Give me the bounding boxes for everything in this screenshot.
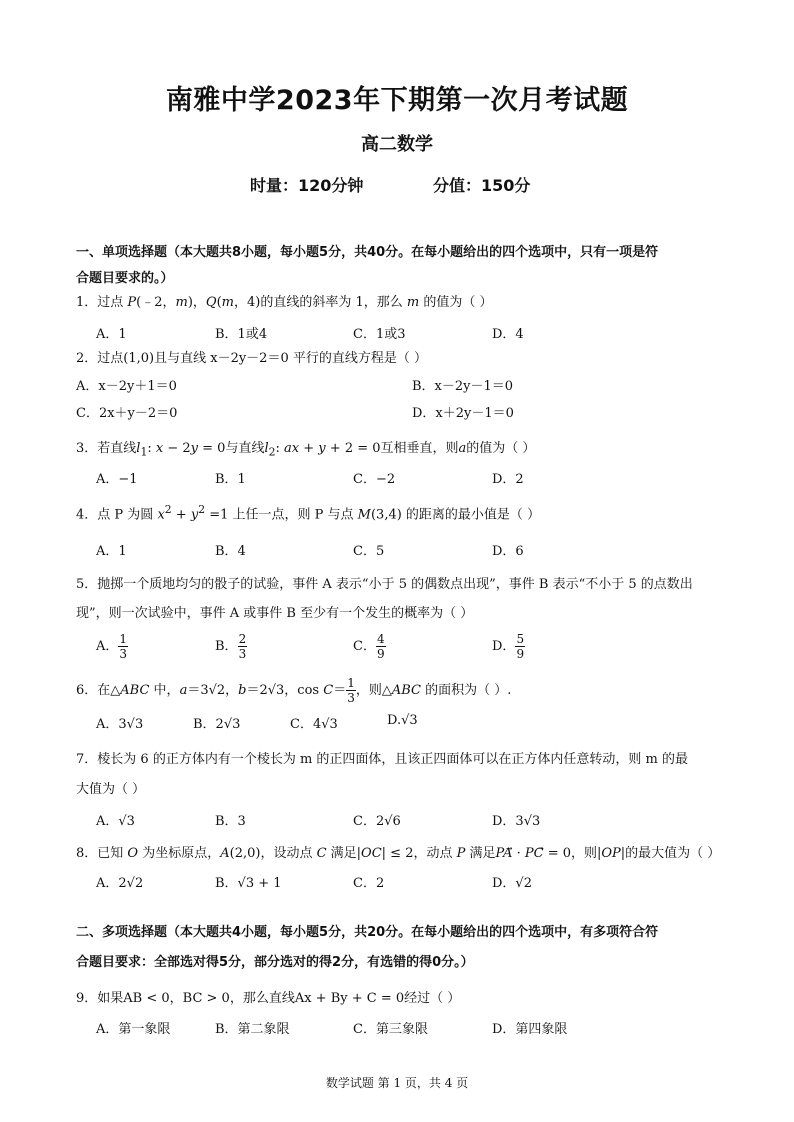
q2-option-d: D．x＋2y－1＝0 [412,406,514,421]
question-3: 3．若直线$l_1$: x − 2y = 0与直线$l_2$: ax + y + 2 = 0互相垂直，则a的值为（ ） [76,441,536,459]
q8-option-a: A．2√2 [96,876,144,891]
q8-option-b: B．√3 + 1 [215,876,282,891]
page-footer: 数学试题 第 1 页，共 4 页 [325,1076,469,1090]
question-9: 9．如果AB < 0，BC > 0，那么直线Ax + By + C = 0经过（ ） [76,991,461,1006]
q8-option-c: C．2 [353,876,385,891]
exam-score: 分值：150分 [433,176,531,195]
q7-option-c: C．2√6 [353,814,401,829]
q5-option-d: D． $\frac{5}{9}$ [492,632,525,661]
question-4: 4．点 P 为圆 $x^2 + y^2 =1$ 上任一点，则 P 与点 M(3,4) 的距离的最小值是（ ） [76,503,541,523]
q2-option-c: C．2x＋y－2＝0 [76,406,178,421]
exam-subtitle: 高二数学 [361,134,433,155]
q7-option-d: D．3√3 [492,814,541,829]
q6-option-c: C．4√3 [290,717,338,732]
q8-option-d: D．√2 [492,876,532,891]
question-7-line2: 大值为（ ） [76,782,146,797]
q6-option-d: D.√3 [387,713,418,728]
q3-option-d: D．2 [492,472,524,487]
q6-option-b: B．2√3 [193,717,241,732]
q3-option-a: A．−1 [96,472,138,487]
q7-option-a: A．√3 [96,814,135,829]
question-2: 2．过点(1,0)且与直线 x－2y－2＝0 平行的直线方程是（ ） [76,351,427,366]
q7-option-b: B．3 [215,814,246,829]
section2-heading-line2: 合题目要求：全部选对得5分，部分选对的得2分，有选错的得0分。） [76,955,474,970]
q2-option-b: B．x－2y－1＝0 [412,379,514,394]
q9-option-d: D．第四象限 [492,1022,568,1037]
q5-option-a: A． $\frac{1}{3}$ [96,632,128,661]
exam-title: 南雅中学2023年下期第一次月考试题 [165,85,629,116]
q9-option-a: A．第一象限 [96,1022,171,1037]
q3-option-b: B．1 [215,472,246,487]
q5-option-b: B． $\frac{2}{3}$ [215,632,247,661]
q4-option-b: B．4 [215,544,246,559]
exam-time: 时量：120分钟 [250,176,364,195]
q2-option-a: A．x－2y＋1＝0 [76,379,177,394]
question-6: 6．在△ABC 中，a＝3√2，b＝2√3，cos C＝ $\frac{1}{3}$ ，则△ABC 的面积为（ ）. [76,676,512,705]
section1-heading-line2: 合题目要求的。） [76,271,174,286]
question-1: 1．过点 P(﹣2，m)，Q(m，4)的直线的斜率为 1，那么 m 的值为（ ） [76,295,493,310]
q9-option-b: B．第二象限 [215,1022,290,1037]
q4-option-c: C．5 [353,544,385,559]
q4-option-a: A．1 [96,544,127,559]
question-5-line1: 5．抛掷一个质地均匀的骰子的试验，事件 A 表示“小于 5 的偶数点出现”，事件 B 表示“不小于 5 的点数出 [76,577,693,592]
q6-option-a: A．3√3 [96,717,144,732]
q1-option-b: B．1或4 [215,327,268,342]
question-8: 8．已知 O 为坐标原点，A(2,0)，设动点 C 满足|OC| ≤ 2，动点 P 满足PA⃗ · PC⃗ = 0，则|OP|的最大值为（ ） [76,846,721,861]
section2-heading [76,918,726,978]
section1-heading [76,240,726,292]
q1-option-c: C．1或3 [353,327,406,342]
section2-heading-line1: 二、多项选择题（本大题共4小题，每小题5分，共20分。在每小题给出的四个选项中，有多项符合符 [76,925,659,940]
q9-option-c: C．第三象限 [353,1022,428,1037]
q5-option-c: C． $\frac{4}{9}$ [353,632,385,661]
q3-option-c: C．−2 [353,472,396,487]
question-7-line1: 7．棱长为 6 的正方体内有一个棱长为 m 的正四面体，且该正四面体可以在正方体内任意转动，则 m 的最 [76,752,689,767]
q1-option-a: A．1 [96,327,127,342]
question-5-line2: 现”，则一次试验中，事件 A 或事件 B 至少有一个发生的概率为（ ） [76,606,474,621]
q1-option-d: D．4 [492,327,524,342]
q4-option-d: D．6 [492,544,524,559]
section1-heading-line1: 一、单项选择题（本大题共8小题，每小题5分，共40分。在每小题给出的四个选项中，只有一项是符 [76,245,659,260]
